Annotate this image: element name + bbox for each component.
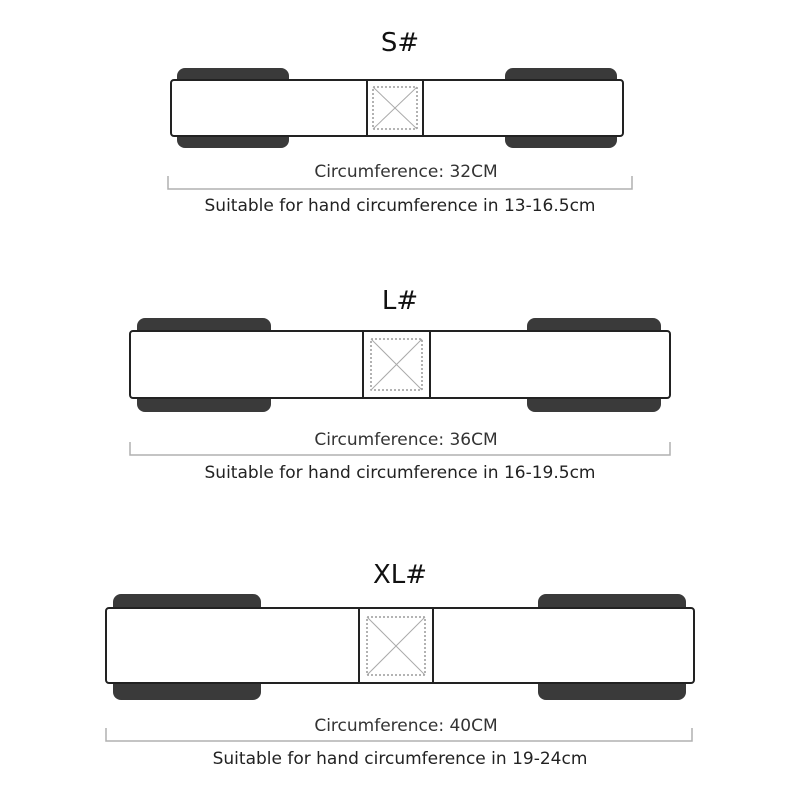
circumference-label: Circumference: 32CM (314, 162, 498, 182)
size-label: XL# (372, 560, 428, 590)
suitable-text: Suitable for hand circumference in 19-24cm (212, 749, 588, 769)
size-label: S# (380, 28, 420, 58)
circumference-label: Circumference: 36CM (314, 430, 498, 450)
suitable-text: Suitable for hand circumference in 13-16.5cm (204, 196, 596, 216)
size-label: L# (381, 286, 419, 316)
circumference-label: Circumference: 40CM (314, 716, 498, 736)
suitable-text: Suitable for hand circumference in 16-19.5cm (204, 463, 596, 483)
